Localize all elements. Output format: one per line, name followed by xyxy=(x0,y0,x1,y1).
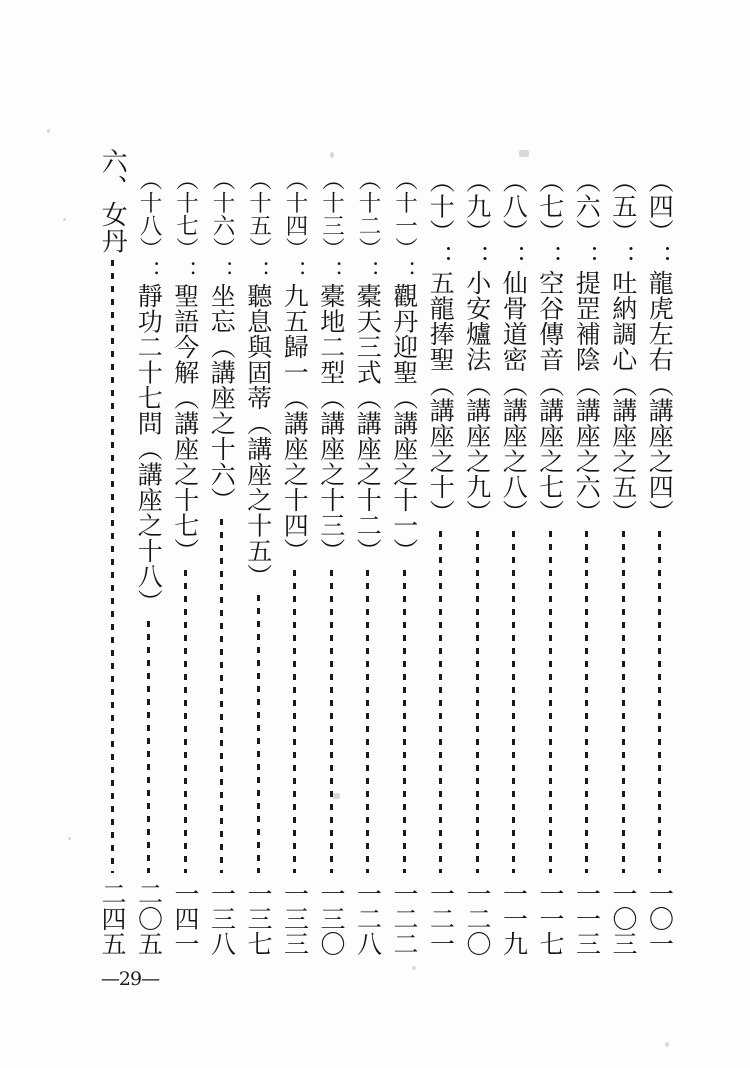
toc-entry-title[interactable]: 吐納調心（講座之五） xyxy=(608,270,638,525)
toc-section-heading-label[interactable]: 六、女丹 xyxy=(97,148,128,254)
toc-leader-dots xyxy=(366,570,369,874)
toc-entry-page: 一二二 xyxy=(390,881,419,956)
toc-entry-number: （十）： xyxy=(426,168,456,270)
toc-leader-dots xyxy=(622,531,625,873)
scan-speckle xyxy=(412,966,416,970)
toc-entry-number: （十七）： xyxy=(172,168,199,283)
scan-speckle xyxy=(63,218,66,221)
toc-entry-title[interactable]: 小安爐法（講座之九） xyxy=(462,270,492,525)
toc-entry-number: （十二）： xyxy=(355,168,381,283)
toc-leader-dots xyxy=(476,531,479,873)
toc-entry-number: （十四）： xyxy=(282,168,308,283)
toc-entry-number: （七）： xyxy=(535,168,565,270)
toc-entry-page: 二〇五 xyxy=(134,881,164,956)
toc-leader-dots xyxy=(549,531,552,873)
toc-entry-number: （八）： xyxy=(499,168,529,270)
toc-entry-title[interactable]: 聖語今解（講座之十七） xyxy=(170,283,200,564)
scan-speckle xyxy=(330,152,334,158)
toc-entry-page: 一三七 xyxy=(244,881,273,956)
toc-entry-number: （十五）： xyxy=(245,168,272,283)
toc-leader-dots xyxy=(184,570,187,874)
toc-leader-dots xyxy=(403,570,406,874)
toc-entry-title[interactable]: 坐忘（講座之十六） xyxy=(207,283,237,513)
toc-section-heading[interactable] xyxy=(94,148,131,958)
scan-speckle xyxy=(68,837,71,840)
toc-leader-dots xyxy=(512,531,515,873)
toc-entry[interactable] xyxy=(313,168,350,958)
toc-entry[interactable] xyxy=(131,168,168,958)
scan-speckle xyxy=(519,150,529,157)
toc-entry-page: 一三〇 xyxy=(317,881,346,956)
toc-entry-title[interactable]: 龍虎左右（講座之四） xyxy=(645,270,675,525)
toc-entry[interactable] xyxy=(423,168,460,958)
toc-entry[interactable] xyxy=(350,168,387,958)
toc-leader-dots xyxy=(257,595,260,873)
toc-entry-title[interactable]: 五龍捧聖（講座之十） xyxy=(426,270,456,525)
toc-section-heading-page: 二四五 xyxy=(98,881,127,956)
toc-entry-title[interactable]: 提罡補陰（講座之六） xyxy=(572,270,602,525)
toc-leader-dots xyxy=(220,519,223,874)
toc-leader-dots xyxy=(111,260,114,873)
toc-entry-number: （十八）： xyxy=(136,168,162,283)
toc-entry-title[interactable]: 橐地二型（講座之十三） xyxy=(316,283,346,564)
toc-entry-number: （十一）： xyxy=(391,168,418,283)
toc-entry[interactable] xyxy=(642,168,679,958)
toc-entry-page: 一二八 xyxy=(353,881,383,956)
toc-entry-page: 一二〇 xyxy=(463,881,492,956)
toc-entry[interactable] xyxy=(204,168,241,958)
page-folio-number: —29— xyxy=(100,968,160,990)
toc-entry[interactable] xyxy=(240,168,277,958)
toc-entry-page: 一一九 xyxy=(499,881,529,956)
toc-entry-number: （五）： xyxy=(608,168,638,270)
toc-entry-title[interactable]: 空谷傳音（講座之七） xyxy=(535,270,565,525)
toc-entry-page: 一四一 xyxy=(171,881,200,956)
toc-entry-title[interactable]: 九五歸一（講座之十四） xyxy=(280,283,310,564)
toc-entry-title[interactable]: 仙骨道密（講座之八） xyxy=(499,270,529,525)
toc-entry-page: 一一七 xyxy=(536,881,565,956)
toc-entry[interactable] xyxy=(605,168,642,958)
toc-entry[interactable] xyxy=(496,168,533,958)
table-of-contents xyxy=(78,148,678,958)
toc-entry[interactable] xyxy=(167,168,204,958)
toc-leader-dots xyxy=(585,531,588,873)
toc-entry-title[interactable]: 靜功二十七問（講座之十八） xyxy=(134,283,164,615)
scan-speckle xyxy=(47,129,50,133)
toc-entry-number: （四）： xyxy=(645,168,675,270)
toc-entry-page: 一〇三 xyxy=(609,881,638,956)
toc-entry-title[interactable]: 橐天三式（講座之十二） xyxy=(353,283,383,564)
toc-entry[interactable] xyxy=(569,168,606,958)
toc-entry-number: （十三）： xyxy=(318,168,345,283)
toc-entry-page: 一二一 xyxy=(426,881,456,956)
toc-entry-page: 一〇一 xyxy=(645,881,675,956)
scan-speckle xyxy=(665,1042,669,1047)
toc-entry[interactable] xyxy=(532,168,569,958)
toc-entry-title[interactable]: 觀丹迎聖（講座之十一） xyxy=(389,283,419,564)
toc-entry[interactable] xyxy=(459,168,496,958)
toc-entry-page: 一三三 xyxy=(280,881,310,956)
toc-entry-title[interactable]: 聽息與固蒂（講座之十五） xyxy=(243,283,273,589)
toc-leader-dots xyxy=(658,531,661,873)
toc-leader-dots xyxy=(439,531,442,873)
toc-entry-number: （九）： xyxy=(462,168,492,270)
toc-entry-page: 一一三 xyxy=(572,881,602,956)
toc-leader-dots xyxy=(293,570,296,874)
toc-leader-dots xyxy=(147,621,150,874)
toc-entry[interactable] xyxy=(277,168,314,958)
toc-entry-number: （六）： xyxy=(572,168,602,270)
toc-entry-page: 一三八 xyxy=(207,881,237,956)
toc-leader-dots xyxy=(330,570,333,874)
toc-entry[interactable] xyxy=(386,168,423,958)
toc-entry-number: （十六）： xyxy=(209,168,235,283)
